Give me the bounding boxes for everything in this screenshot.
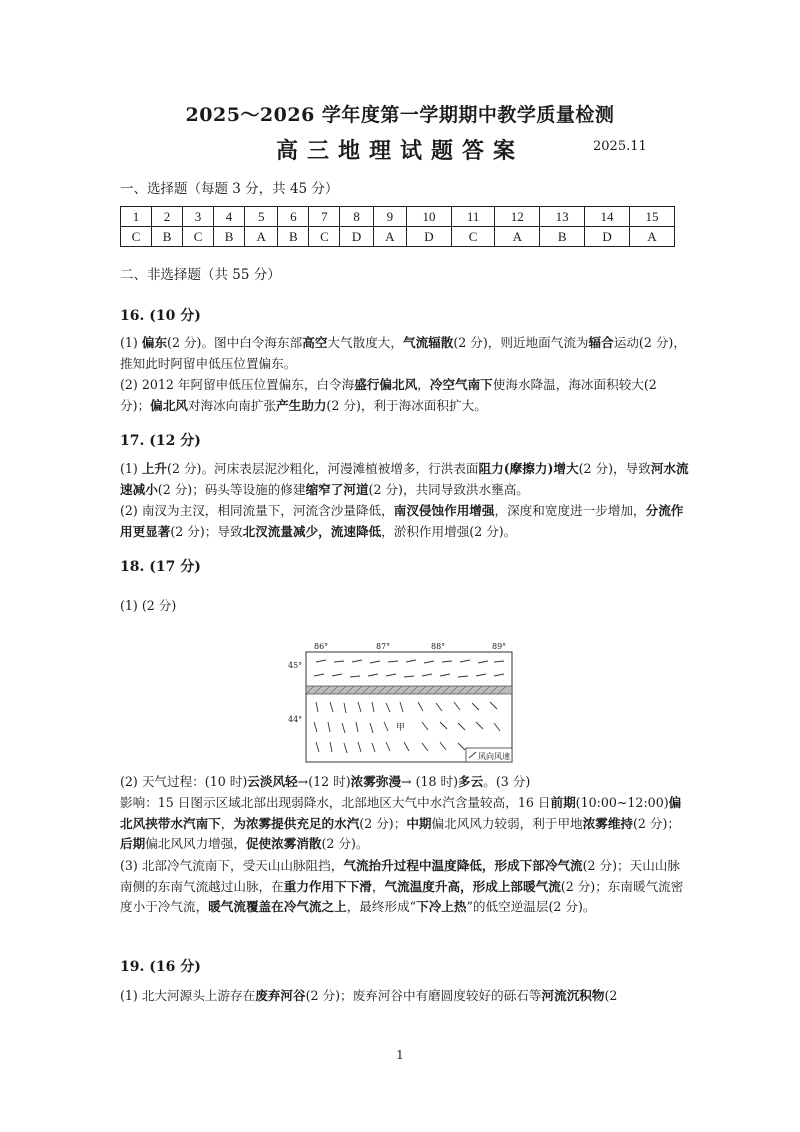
question-number: 15	[629, 207, 674, 227]
wind-map-figure	[286, 640, 518, 766]
answer-cell: D	[340, 227, 373, 247]
latitude-label: 44°	[288, 715, 303, 724]
longitude-label: 87°	[376, 642, 391, 651]
question-number: 6	[278, 207, 309, 227]
question-18-part-3: (3) 北部冷气流南下，受天山山脉阻挡，气流抬升过程中温度降低，形成下部冷气流(2 分)；天山山脉南侧的东南气流越过山脉，在重力作用下下滑，气流温度升高，形成上部暖气流(2 分)；东南暖气流密度小于冷气流，暖气流覆盖在冷气流之上，最终形成“下冷上热”的低空逆温层(2 分)。	[120, 858, 684, 914]
question-18-impact: 影响：15 日图示区域北部出现弱降水，北部地区大气中水汽含量较高，16 日前期(10:00~12:00)偏北风挟带水汽南下，为浓雾提供充足的水汽(2 分)；中期偏北风风力较弱，利于甲地浓雾维持(2 分)；后期偏北风风力增强，促使浓雾消散(2 分)。	[120, 795, 682, 851]
mountain-band	[306, 686, 512, 694]
wind-barbs-south	[314, 702, 500, 753]
answer-key-title: 高三地理试题答案	[275, 138, 524, 164]
answer-cell: C	[309, 227, 340, 247]
question-19-header: 19. (16 分)	[120, 959, 201, 975]
question-number: 9	[373, 207, 406, 227]
question-number: 8	[340, 207, 373, 227]
question-16-part-2: (2) 2012 年阿留申低压位置偏东，白令海盛行偏北风，冷空气南下使海水降温，海冰面积较大(2 分)；偏北风对海冰向南扩张产生助力(2 分)，利于海冰面积扩大。	[120, 377, 657, 413]
answer-cell: C	[183, 227, 214, 247]
longitude-label: 86°	[314, 642, 329, 651]
section-choice-title: 一、选择题（每题 3 分，共 45 分）	[120, 181, 339, 197]
answer-cell: A	[245, 227, 278, 247]
question-number: 7	[309, 207, 340, 227]
section-nonchoice-title: 二、非选择题（共 55 分）	[120, 267, 281, 283]
longitude-label: 89°	[492, 642, 507, 651]
latitude-label: 45°	[288, 661, 303, 670]
point-jia-label: 甲	[396, 723, 406, 733]
question-17-part-1: (1) 上升(2 分)。河床表层泥沙粗化，河漫滩植被增多，行洪表面阻力(摩擦力)增大(2 分)，导致河水流速减小(2 分)；码头等设施的修建缩窄了河道(2 分)，共同导致洪水壅高。	[120, 461, 689, 497]
answer-cell: A	[373, 227, 406, 247]
question-number: 1	[121, 207, 152, 227]
question-number: 3	[183, 207, 214, 227]
question-number: 5	[245, 207, 278, 227]
answer-row	[121, 227, 675, 247]
answer-cell: A	[495, 227, 540, 247]
question-18-part-1: (1) (2 分)	[120, 598, 177, 613]
answer-cell: B	[214, 227, 245, 247]
question-18-part-2: (2) 天气过程：(10 时)云淡风轻→(12 时)浓雾弥漫→ (18 时)多云。(3 分)	[120, 774, 531, 789]
question-number-row	[121, 207, 675, 227]
answer-cell: C	[121, 227, 152, 247]
longitude-label: 88°	[431, 642, 446, 651]
question-number: 11	[451, 207, 494, 227]
question-16-part-1: (1) 偏东(2 分)。图中白令海东部高空大气散度大，气流辐散(2 分)，则近地面气流为辐合运动(2 分)，推知此时阿留申低压位置偏东。	[120, 335, 686, 371]
question-number: 13	[540, 207, 585, 227]
wind-barbs-north	[314, 660, 504, 677]
question-17-header: 17. (12 分)	[120, 433, 201, 449]
question-16-header: 16. (10 分)	[120, 308, 201, 324]
map-frame	[306, 652, 512, 762]
answer-cell: D	[585, 227, 630, 247]
answer-cell: B	[152, 227, 183, 247]
answer-cell: C	[451, 227, 494, 247]
page-number: 1	[396, 1048, 404, 1062]
question-number: 12	[495, 207, 540, 227]
legend-label: 风向风速	[478, 752, 510, 761]
question-number: 4	[214, 207, 245, 227]
question-18-header: 18. (17 分)	[120, 559, 201, 575]
question-19-part-1: (1) 北大河源头上游存在废弃河谷(2 分)；废弃河谷中有磨圆度较好的砾石等河流沉积物(2	[120, 988, 618, 1003]
answer-cell: D	[407, 227, 452, 247]
answer-cell: A	[629, 227, 674, 247]
question-number: 14	[585, 207, 630, 227]
question-number: 10	[407, 207, 452, 227]
question-number: 2	[152, 207, 183, 227]
exam-title: 2025～2026 学年度第一学期期中教学质量检测	[185, 104, 615, 126]
question-17-part-2: (2) 南汊为主汊，相同流量下，河流含沙量降低，南汊侵蚀作用增强，深度和宽度进一步增加，分流作用更显著(2 分)；导致北汊流量减少，流速降低，淤积作用增强(2 分)。	[120, 503, 684, 539]
answer-cell: B	[278, 227, 309, 247]
exam-date: 2025.11	[593, 139, 647, 154]
answer-table	[120, 206, 675, 247]
answer-cell: B	[540, 227, 585, 247]
